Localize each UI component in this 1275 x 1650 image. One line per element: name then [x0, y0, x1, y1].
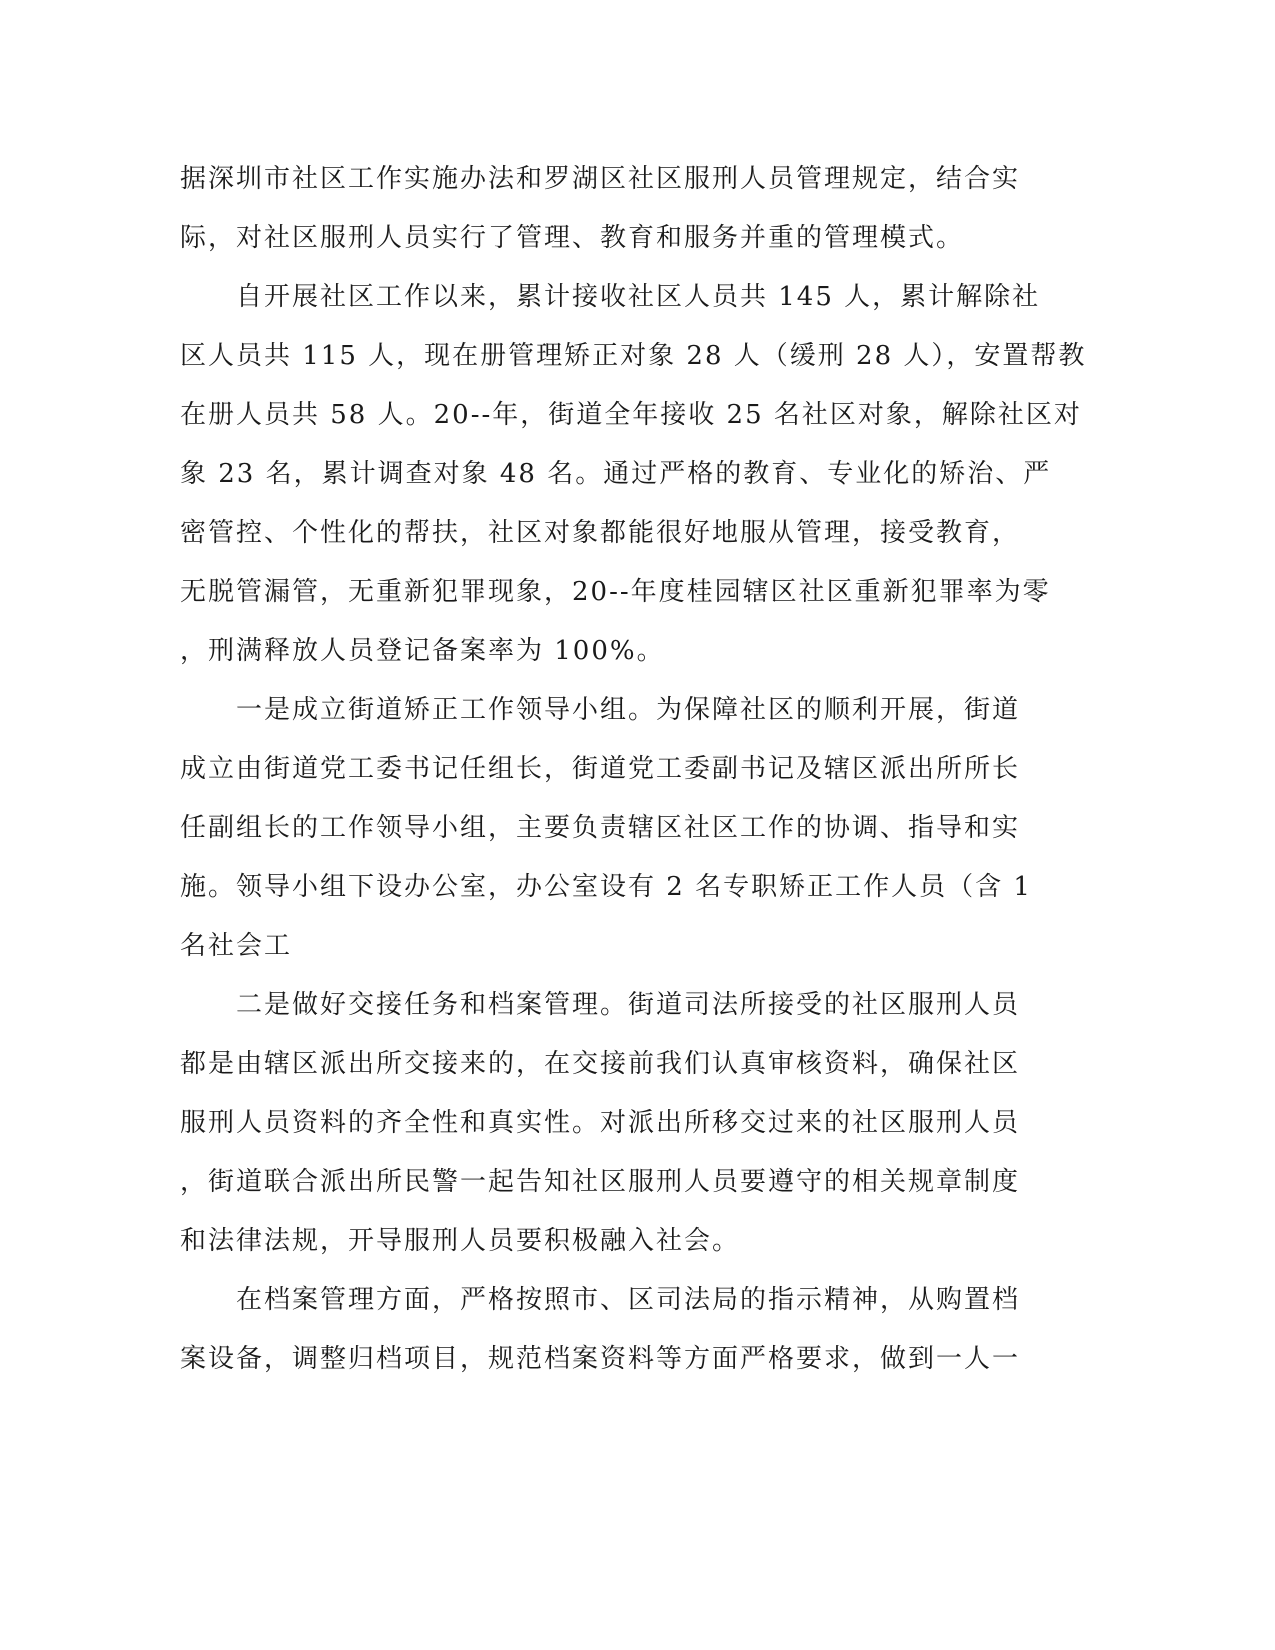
text-line: 一是成立街道矫正工作领导小组。为保障社区的顺利开展，街道: [180, 695, 1021, 725]
text-line: 案设备，调整归档项目，规范档案资料等方面严格要求，做到一人一: [180, 1344, 1021, 1374]
paragraph-statistics: [180, 268, 1087, 681]
text-line: 无脱管漏管，无重新犯罪现象，20--年度桂园辖区社区重新犯罪率为零: [180, 577, 1051, 607]
text-line: 施。领导小组下设办公室，办公室设有 2 名专职矫正工作人员（含 1: [180, 872, 1032, 902]
paragraph-leadership-group: [180, 681, 1040, 976]
text-line: 在册人员共 58 人。20--年，街道全年接收 25 名社区对象，解除社区对: [180, 400, 1082, 430]
text-line: 和法律法规，开导服刑人员要积极融入社会。: [180, 1226, 741, 1256]
text-line: 二是做好交接任务和档案管理。街道司法所接受的社区服刑人员: [180, 990, 1021, 1020]
text-line: 名社会工: [180, 931, 293, 961]
document-body: [180, 150, 1087, 1389]
text-line: 在档案管理方面，严格按照市、区司法局的指示精神，从购置档: [180, 1285, 1021, 1315]
text-line: ，刑满释放人员登记备案率为 100%。: [180, 636, 665, 666]
text-line: 任副组长的工作领导小组，主要负责辖区社区工作的协调、指导和实: [180, 813, 1021, 843]
text-line: 际，对社区服刑人员实行了管理、教育和服务并重的管理模式。: [180, 223, 965, 253]
text-line: 自开展社区工作以来，累计接收社区人员共 145 人，累计解除社: [180, 282, 1041, 312]
paragraph-community-management-mode: [180, 150, 1040, 268]
text-line: 都是由辖区派出所交接来的，在交接前我们认真审核资料，确保社区: [180, 1049, 1021, 1079]
paragraph-handover-archives: [180, 976, 1040, 1271]
paragraph-archive-management: [180, 1271, 1040, 1389]
text-line: 区人员共 115 人，现在册管理矫正对象 28 人（缓刑 28 人），安置帮教: [180, 341, 1087, 371]
text-line: 成立由街道党工委书记任组长，街道党工委副书记及辖区派出所所长: [180, 754, 1021, 784]
text-line: 密管控、个性化的帮扶，社区对象都能很好地服从管理，接受教育，: [180, 518, 1021, 548]
text-line: 象 23 名，累计调查对象 48 名。通过严格的教育、专业化的矫治、严: [180, 459, 1052, 489]
text-line: 服刑人员资料的齐全性和真实性。对派出所移交过来的社区服刑人员: [180, 1108, 1021, 1138]
text-line: ，街道联合派出所民警一起告知社区服刑人员要遵守的相关规章制度: [180, 1167, 1021, 1197]
text-line: 据深圳市社区工作实施办法和罗湖区社区服刑人员管理规定，结合实: [180, 164, 1021, 194]
